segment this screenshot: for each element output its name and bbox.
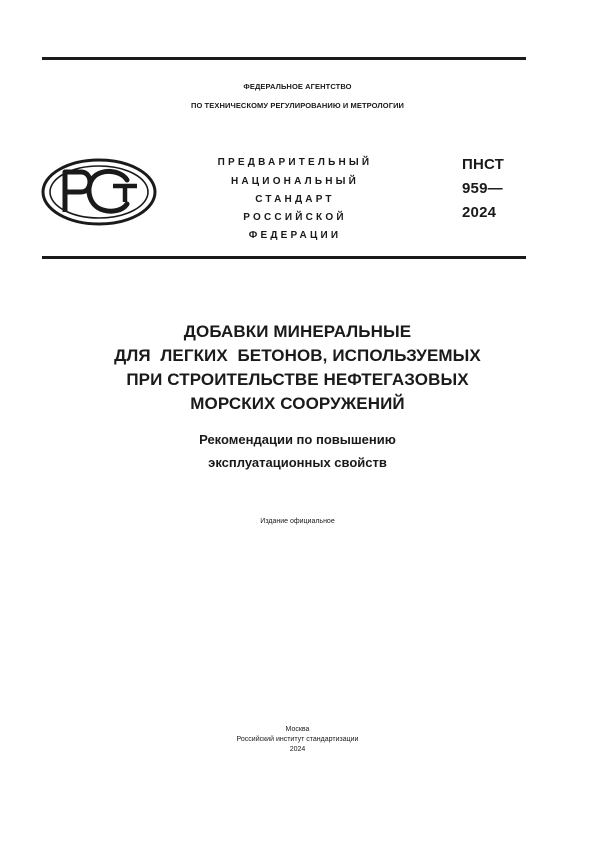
designation-prefix: ПНСТ (462, 156, 505, 173)
agency-name-line2: ПО ТЕХНИЧЕСКОМУ РЕГУЛИРОВАНИЮ И МЕТРОЛОГИИ (190, 101, 405, 110)
header-divider (42, 256, 526, 259)
rst-logo-icon (41, 158, 157, 226)
top-rule (42, 57, 526, 60)
document-title-line3: ПРИ СТРОИТЕЛЬСТВЕ НЕФТЕГАЗОВЫХ (126, 370, 469, 389)
designation-year: 2024 (462, 204, 497, 221)
document-title-line1: ДОБАВКИ МИНЕРАЛЬНЫЕ (183, 322, 412, 341)
document-subtitle-line1: Рекомендации по повышению (199, 432, 396, 447)
footer-publisher: Российский институт стандартизации (236, 736, 359, 743)
agency-name-line1: ФЕДЕРАЛЬНОЕ АГЕНТСТВО (243, 82, 352, 91)
footer-year: 2024 (289, 746, 306, 753)
standard-type-line2: НАЦИОНАЛЬНЫЙ (230, 176, 360, 187)
standard-type-line3: СТАНДАРТ (255, 194, 335, 205)
document-title-line4: МОРСКИХ СООРУЖЕНИЙ (190, 394, 405, 413)
document-title-line2: ДЛЯ ЛЕГКИХ БЕТОНОВ, ИСПОЛЬЗУЕМЫХ (114, 346, 481, 365)
standard-type-line1: ПРЕДВАРИТЕЛЬНЫЙ (217, 157, 373, 168)
standard-type-line5: ФЕДЕРАЦИИ (248, 230, 342, 241)
edition-label: Издание официальное (260, 518, 335, 525)
designation-number: 959— (462, 180, 503, 197)
document-subtitle-line2: эксплуатационных свойств (208, 455, 387, 470)
standard-type-line4: РОССИЙСКОЙ (243, 212, 347, 223)
footer-city: Москва (285, 726, 310, 733)
